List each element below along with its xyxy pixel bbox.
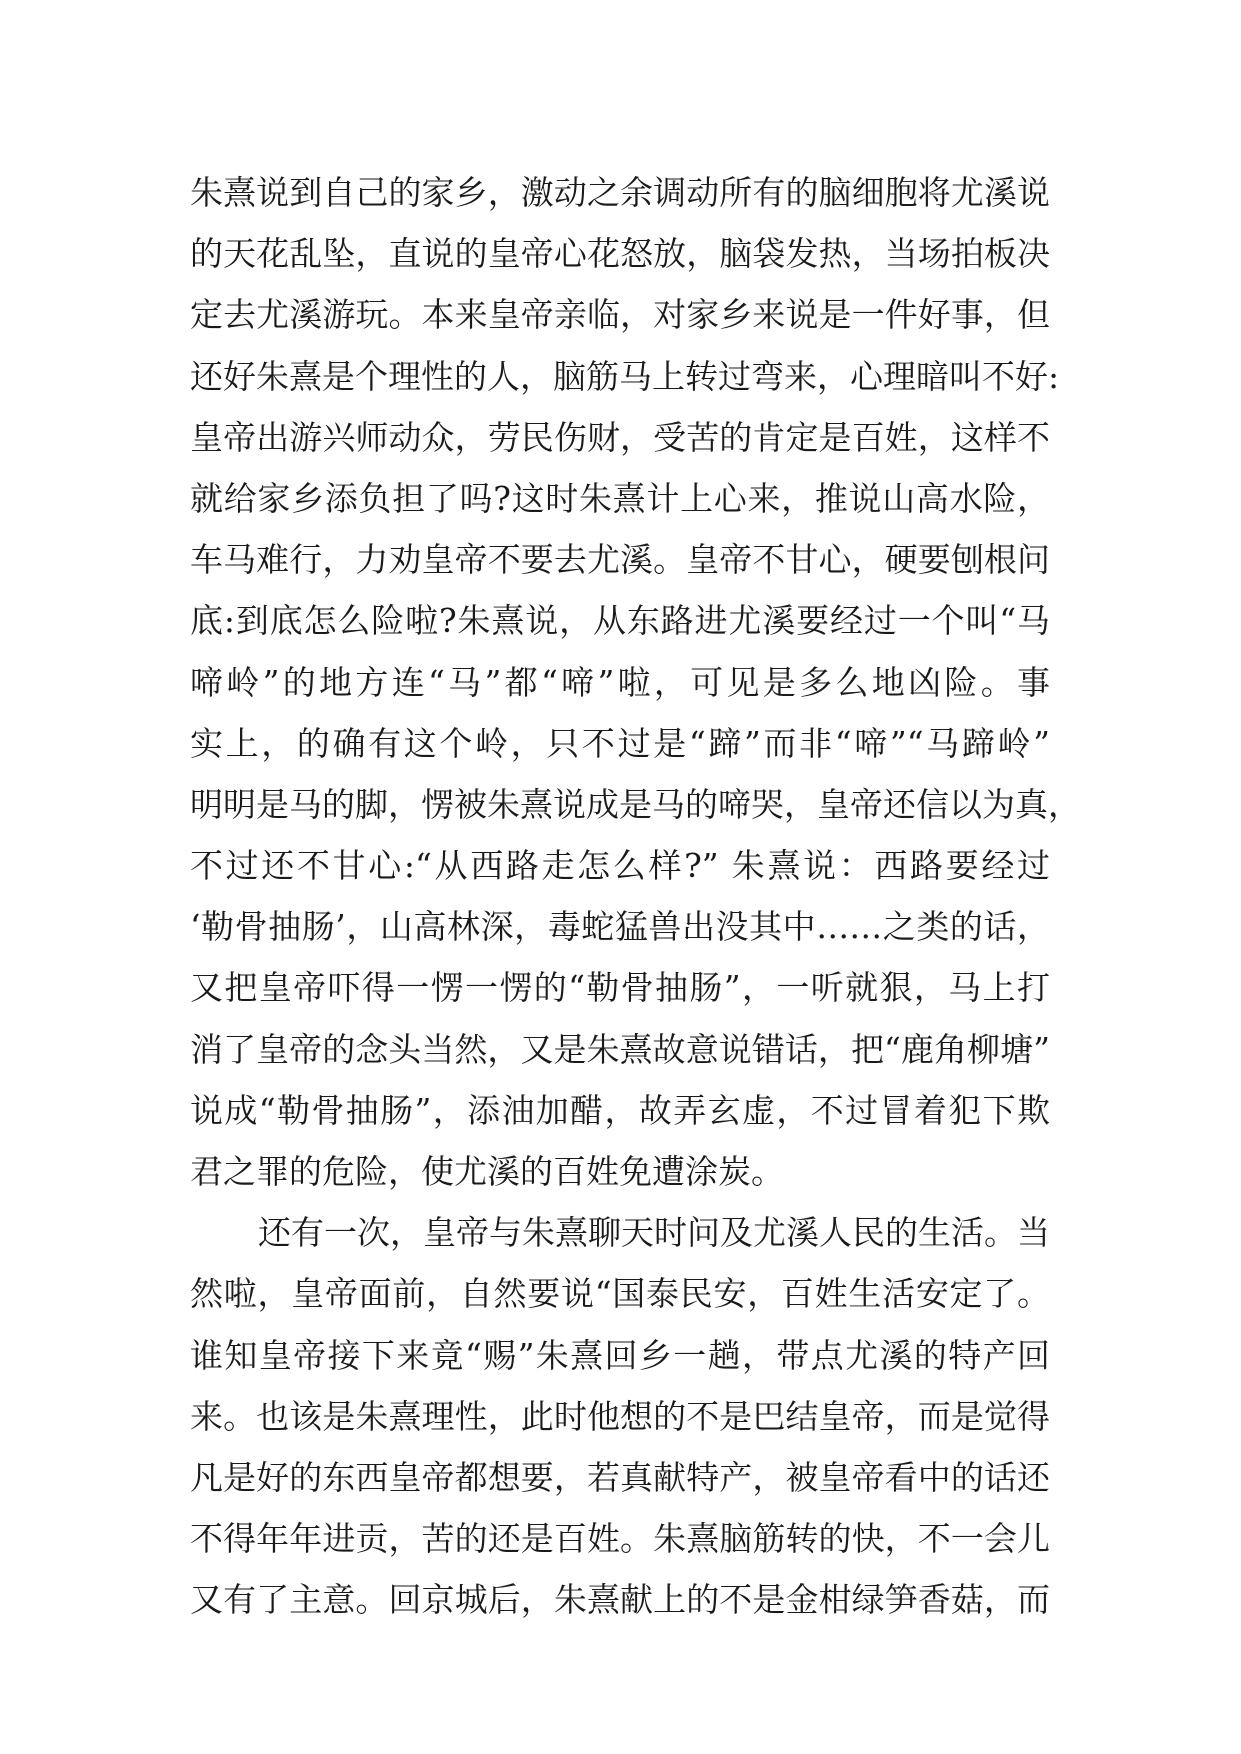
text-line: 凡是好的东西皇帝都想要，若真献特产，被皇帝看中的话还 bbox=[190, 1457, 1050, 1497]
text-line: 定去尤溪游玩。本来皇帝亲临，对家乡来说是一件好事，但 bbox=[190, 295, 1050, 335]
text-line: 来。也该是朱熹理性，此时他想的不是巴结皇帝，而是觉得 bbox=[190, 1396, 1050, 1436]
text-line: 实上，的确有这个岭，只不过是“蹄”而非“啼”“马蹄岭” bbox=[190, 723, 1050, 763]
text-line: 不过还不甘心:“从西路走怎么样?” 朱熹说：西路要经过 bbox=[190, 846, 1050, 886]
paragraph bbox=[190, 1202, 1050, 1630]
text-line: 车马难行，力劝皇帝不要去尤溪。皇帝不甘心，硬要刨根问 bbox=[190, 540, 1050, 580]
text-line: 啼岭”的地方连“马”都“啼”啦，可见是多么地凶险。事 bbox=[190, 662, 1050, 702]
text-line: 然啦，皇帝面前，自然要说“国泰民安，百姓生活安定了。 bbox=[190, 1274, 1050, 1314]
text-line: 谁知皇帝接下来竟“赐”朱熹回乡一趟，带点尤溪的特产回 bbox=[190, 1335, 1050, 1375]
text-line: 君之罪的危险，使尤溪的百姓免遭涂炭。 bbox=[190, 1152, 784, 1191]
text-line: 说成“勒骨抽肠”，添油加醋，故弄玄虚，不过冒着犯下欺 bbox=[190, 1090, 1050, 1130]
text-line: 明明是马的脚，愣被朱熹说成是马的啼哭，皇帝还信以为真， bbox=[190, 784, 1081, 824]
text-line: 还有一次，皇帝与朱熹聊天时问及尤溪人民的生活。当 bbox=[258, 1213, 1050, 1253]
text-line: ‘勒骨抽肠’，山高林深，毒蛇猛兽出没其中……之类的话， bbox=[190, 907, 1050, 947]
text-line: 底:到底怎么险啦?朱熹说，从东路进尤溪要经过一个叫“马 bbox=[190, 601, 1050, 641]
text-line: 就给家乡添负担了吗?这时朱熹计上心来，推说山高水险， bbox=[190, 478, 1050, 518]
text-line: 皇帝出游兴师动众，劳民伤财，受苦的肯定是百姓，这样不 bbox=[190, 417, 1050, 457]
document-body bbox=[190, 162, 1081, 1631]
text-line: 消了皇帝的念头当然，又是朱熹故意说错话，把“鹿角柳塘” bbox=[190, 1029, 1050, 1069]
text-line: 朱熹说到自己的家乡，激动之余调动所有的脑细胞将尤溪说 bbox=[190, 173, 1050, 212]
text-line: 的天花乱坠，直说的皇帝心花怒放，脑袋发热，当场拍板决 bbox=[190, 234, 1050, 274]
text-line: 还好朱熹是个理性的人，脑筋马上转过弯来，心理暗叫不好: bbox=[190, 356, 1060, 396]
text-line: 又把皇帝吓得一愣一愣的“勒骨抽肠”，一听就狠，马上打 bbox=[190, 968, 1050, 1008]
text-line: 又有了主意。回京城后，朱熹献上的不是金柑绿笋香菇，而 bbox=[190, 1580, 1050, 1620]
text-line: 不得年年进贡，苦的还是百姓。朱熹脑筋转的快，不一会儿 bbox=[190, 1519, 1050, 1559]
paragraph bbox=[190, 162, 1081, 1202]
